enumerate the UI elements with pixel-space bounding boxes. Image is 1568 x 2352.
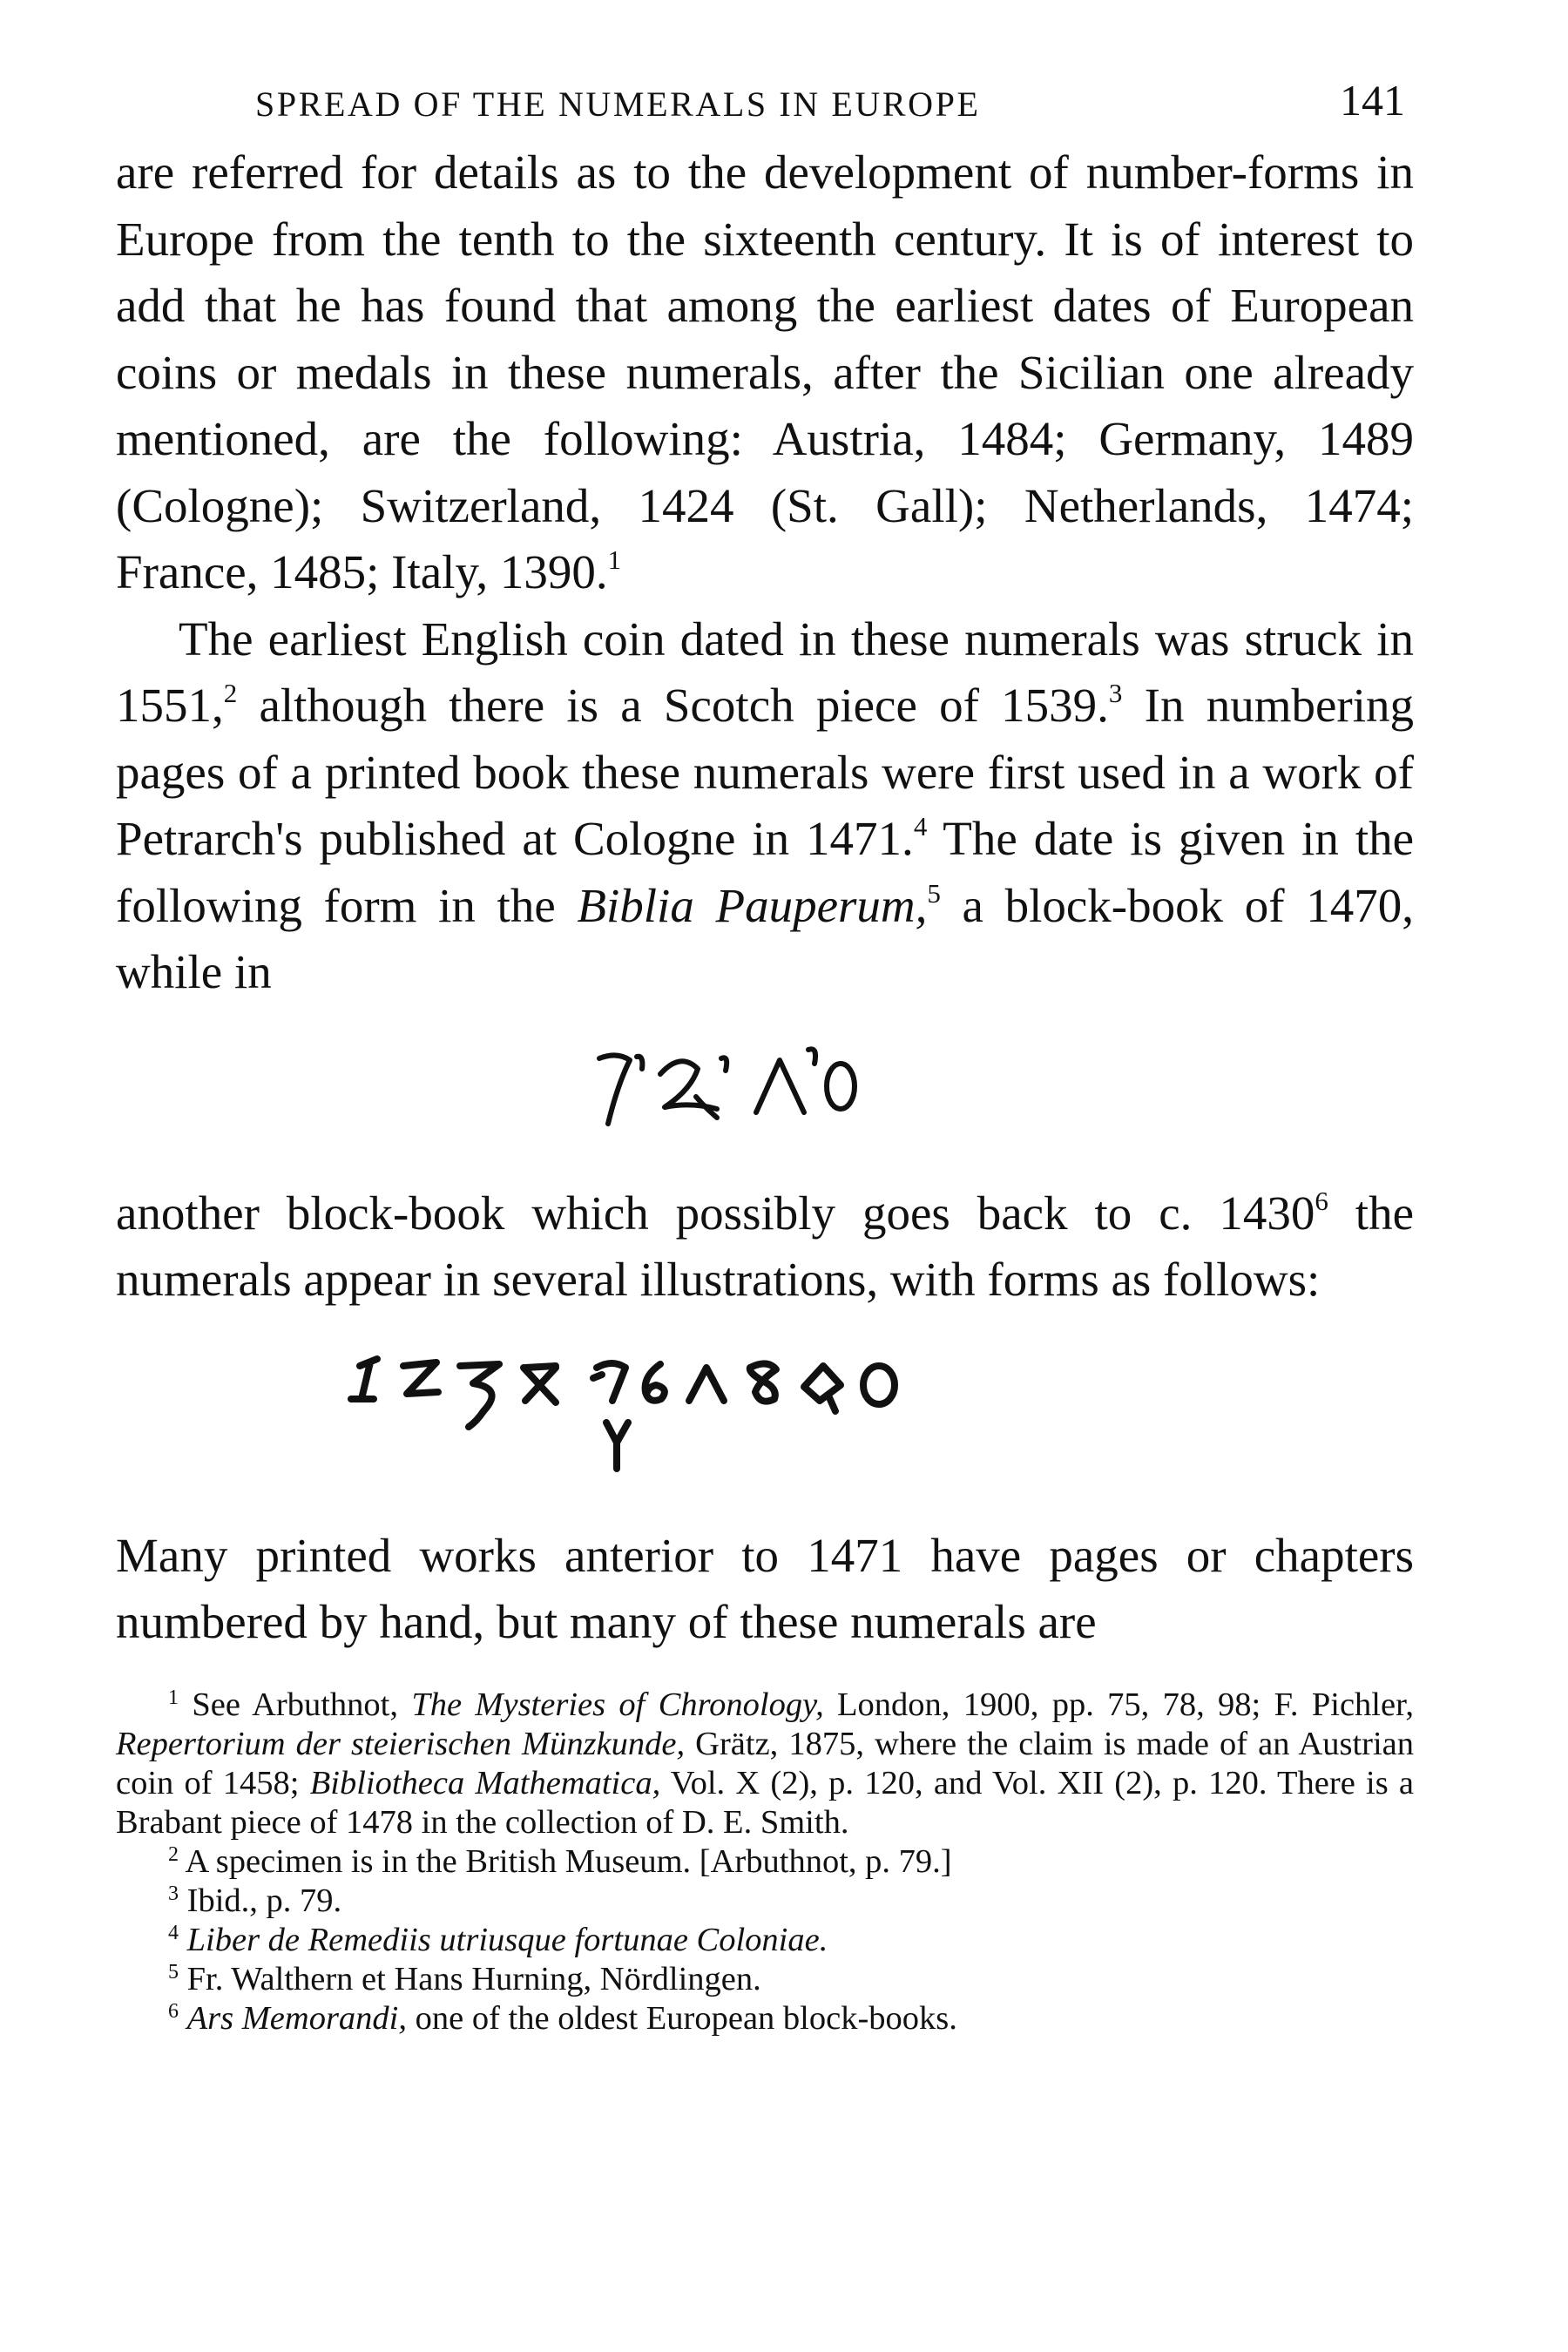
paragraph-2: The earliest English coin dated in these numerals was struck in 1551,$^2$ although there is a Scotch piece of 1539.$^3$ In numbering pages of a printed book these numerals were first used in a work of Petrarch's published at Cologne in 1471.$^4$ The date is given in the following form in the Biblia Pauperum,$^5$ a block-book of 1470, while in bbox=[116, 612, 1415, 998]
footnote-ref-4: 4 bbox=[913, 811, 928, 841]
handwritten-date-glyphs bbox=[116, 1006, 1414, 1180]
paragraph-1: are referred for details as to the development of number-forms in Europe from the tenth to the sixteenth century. It is of interest to add that he has found that among the earliest dates of European coins or medals in these numerals, after the Sicilian one already mentioned, are the following: Austria, 1484; Germany, 1489 (Cologne); Switzerland, 1424 (St. Gall); Netherlands, 1474; France, 1485; Italy, 1390.$^1$ bbox=[116, 145, 1414, 598]
numeral-forms-figure bbox=[116, 1314, 1414, 1523]
block-book-numeral-glyphs bbox=[116, 1314, 1414, 1523]
running-head: SPREAD OF THE NUMERALS IN EUROPE bbox=[255, 84, 981, 124]
paragraph-4: Many printed works anterior to 1471 have pages or chapters numbered by hand, but many of these numerals are bbox=[116, 1528, 1414, 1648]
footnote-6: $^6$ Ars Memorandi, one of the oldest European block-books. bbox=[168, 1999, 957, 2037]
biblia-pauperum-title: Biblia Pauperum, bbox=[577, 878, 928, 932]
footnotes bbox=[116, 1686, 1414, 2038]
footnote-1: $^1$ See Arbuthnot, The Mysteries of Chronology, London, 1900, pp. 75, 78, 98; F. Pichler, Repertorium der steierischen Münzkunde, Grätz, 1875, where the claim is made of an Austrian coin of 1458; Bibliotheca Mathematica, Vol. X (2), p. 120, and Vol. XII (2), p. 120. There is a Brabant piece of 1478 in the collection of D. E. Smith. bbox=[116, 1686, 1415, 1841]
footnote-ref-1: 1 bbox=[607, 544, 622, 575]
date-1470-figure bbox=[116, 1006, 1414, 1180]
footnote-ref-6: 6 bbox=[1315, 1185, 1328, 1216]
footnote-4: $^4$ Liber de Remediis utriusque fortunae Coloniae. bbox=[168, 1921, 828, 1958]
footnote-ref-3: 3 bbox=[1108, 678, 1123, 708]
footnote-5: $^5$ Fr. Walthern et Hans Hurning, Nördlingen. bbox=[168, 1960, 761, 1997]
book-page bbox=[116, 71, 1414, 2038]
page-header bbox=[116, 71, 1414, 139]
footnote-ref-5: 5 bbox=[927, 877, 941, 909]
page-number: 141 bbox=[1340, 76, 1405, 125]
footnote-3: $^3$ Ibid., p. 79. bbox=[168, 1882, 342, 1919]
footnote-ref-2: 2 bbox=[223, 678, 238, 708]
footnote-2: $^2$ A specimen is in the British Museum. [Arbuthnot, p. 79.] bbox=[168, 1842, 952, 1880]
paragraph-3: another block-book which possibly goes back to c. 1430$^6$ the numerals appear in several illustrations, with forms as follows: bbox=[116, 1185, 1414, 1306]
